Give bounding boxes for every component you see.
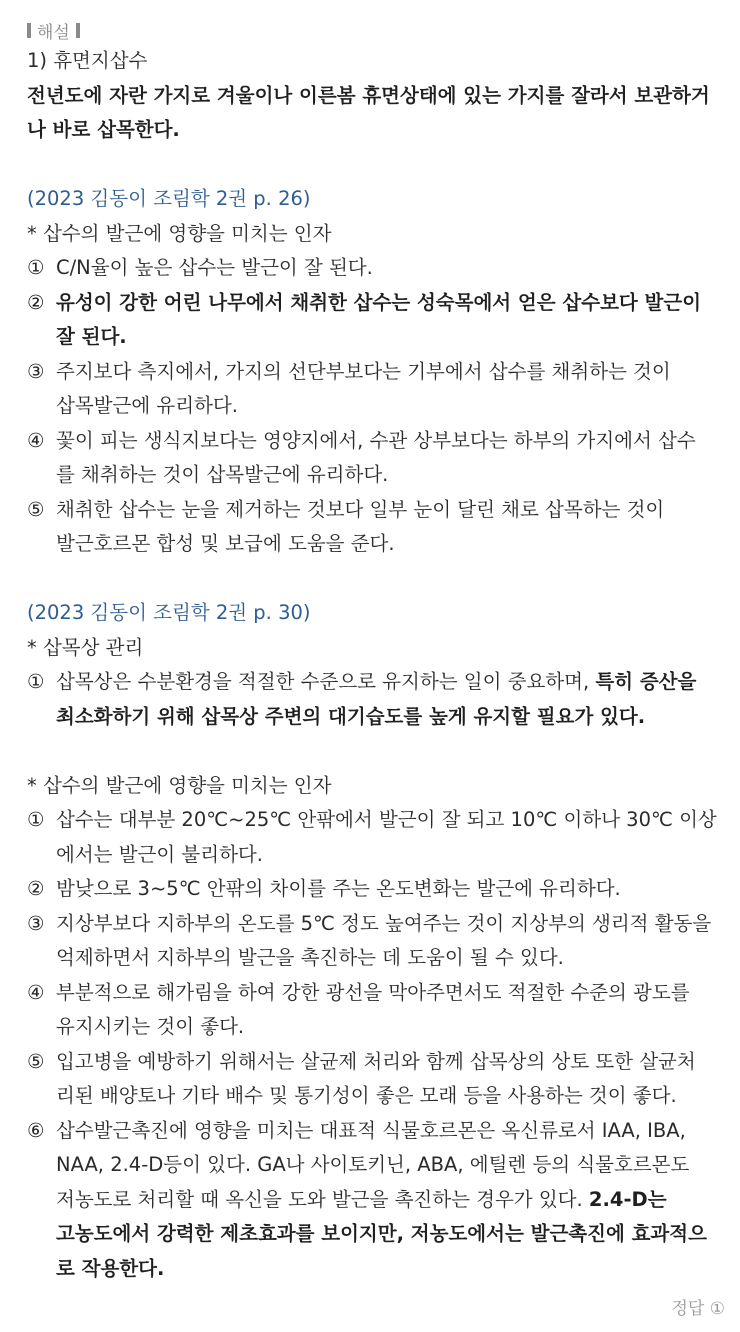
item-text: 삽목발근에 유리하다.: [56, 394, 238, 417]
item-text: 리된 배양토나 기타 배수 및 통기성이 좋은 모래 등을 사용하는 것이 좋다.: [56, 1084, 677, 1107]
section-header: [27, 16, 717, 44]
intro-title: 1) 휴면지삽수: [27, 49, 148, 72]
item-text-bold: 2.4-D는: [588, 1187, 667, 1211]
item-text-bold: 로 작용한다.: [56, 1256, 165, 1280]
intro-line-1: 전년도에 자란 가지로 겨울이나 이른봄 휴면상태에 있는 가지를 잘라서 보관하거: [27, 83, 710, 107]
list-item: [27, 907, 717, 976]
list-item: [27, 872, 717, 907]
item-text-bold: 최소화하기 위해 삽목상 주변의 대기습도를 높게 유지할 필요가 있다.: [56, 704, 646, 728]
item-number: ⑤: [27, 1049, 45, 1073]
item-number: ①: [27, 670, 45, 693]
item-text: 삽수발근촉진에 영향을 미치는 대표적 식물호르몬은 옥신류로서 IAA, IBA,: [56, 1118, 686, 1142]
intro-line-2: 나 바로 삽목한다.: [27, 118, 180, 141]
item-text: 꽃이 피는 생식지보다는 영양지에서, 수관 상부보다는 하부의 가지에서 삽수: [56, 428, 696, 452]
list-item: [27, 1114, 717, 1287]
section1-source: (2023 김동이 조림학 2권 p. 26): [27, 187, 311, 210]
item-text-bold: 특히 증산을: [595, 670, 697, 693]
item-number: ①: [27, 808, 45, 831]
section2-heading: * 삽목상 관리: [27, 635, 144, 659]
item-number: ④: [27, 428, 45, 452]
item-text: 발근호르몬 합성 및 보급에 도움을 준다.: [56, 532, 395, 555]
item-text: 잘 된다.: [56, 325, 127, 348]
item-number: ⑥: [27, 1118, 45, 1142]
item-text: 유성이 강한 어린 나무에서 채취한 삽수는 성숙목에서 얻은 삽수보다 발근이: [56, 290, 702, 314]
item-text: 를 채취하는 것이 삽목발근에 유리하다.: [56, 463, 389, 486]
list-item: [27, 424, 717, 493]
item-text: 채취한 삽수는 눈을 제거하는 것보다 일부 눈이 달린 채로 삽목하는 것이: [56, 497, 665, 521]
item-text: 입고병을 예방하기 위해서는 살균제 처리와 함께 삽목상의 상토 또한 살균처: [56, 1049, 696, 1073]
item-text: 지상부보다 지하부의 온도를 5℃ 정도 높여주는 것이 지상부의 생리적 활동을: [56, 911, 712, 935]
item-number: ②: [27, 290, 45, 314]
item-text: 억제하면서 지하부의 발근을 촉진하는 데 도움이 될 수 있다.: [56, 946, 564, 969]
item-number: ③: [27, 911, 45, 935]
item-text: 저농도로 처리할 때 옥신을 도와 발근을 촉진하는 경우가 있다.: [56, 1187, 589, 1211]
answer-label: 정답: [671, 1299, 705, 1319]
item-text: 에서는 발근이 불리하다.: [56, 842, 263, 866]
header-bar-right: [76, 23, 80, 38]
answer: [671, 1294, 725, 1319]
item-text: NAA, 2.4-D등이 있다. GA나 사이토키닌, ABA, 에틸렌 등의 식물호르몬도: [56, 1153, 690, 1176]
header-bar-left: [27, 23, 31, 38]
list-item: [27, 976, 717, 1045]
item-text: 삽수는 대부분 20℃~25℃ 안팎에서 발근이 잘 되고 10℃ 이하나 30℃ 이상: [56, 808, 717, 831]
list-item: [27, 251, 717, 286]
list-item: [27, 803, 717, 872]
section2-source: (2023 김동이 조림학 2권 p. 30): [27, 601, 311, 624]
item-text: 밤낮으로 3~5℃ 안팎의 차이를 주는 온도변화는 발근에 유리하다.: [56, 877, 621, 900]
item-number: ②: [27, 877, 45, 900]
list-item: [27, 1045, 717, 1114]
section1-heading: * 삽수의 발근에 영향을 미치는 인자: [27, 221, 332, 245]
explanation-page: [27, 16, 717, 1286]
answer-value: ①: [709, 1299, 725, 1319]
item-number: ④: [27, 980, 45, 1004]
item-text: 부분적으로 해가림을 하여 강한 광선을 막아주면서도 적절한 수준의 광도를: [56, 980, 690, 1004]
item-number: ③: [27, 359, 45, 383]
list-item: [27, 286, 717, 355]
item-text: 주지보다 측지에서, 가지의 선단부보다는 기부에서 삽수를 채취하는 것이: [56, 359, 671, 383]
header-label: 해설: [37, 22, 70, 43]
item-number: ⑤: [27, 497, 45, 521]
item-text: 삽목상은 수분환경을 적절한 수준으로 유지하는 일이 중요하며,: [56, 670, 596, 693]
list-item: [27, 355, 717, 424]
item-number: ①: [27, 256, 45, 279]
section2-heading-2: * 삽수의 발근에 영향을 미치는 인자: [27, 773, 332, 797]
item-text-bold: 고농도에서 강력한 제초효과를 보이지만, 저농도에서는 발근촉진에 효과적으: [56, 1222, 707, 1245]
item-text: C/N율이 높은 삽수는 발근이 잘 된다.: [56, 256, 373, 279]
list-item: [27, 665, 717, 734]
item-text: 유지시키는 것이 좋다.: [56, 1015, 245, 1038]
list-item: [27, 493, 717, 562]
